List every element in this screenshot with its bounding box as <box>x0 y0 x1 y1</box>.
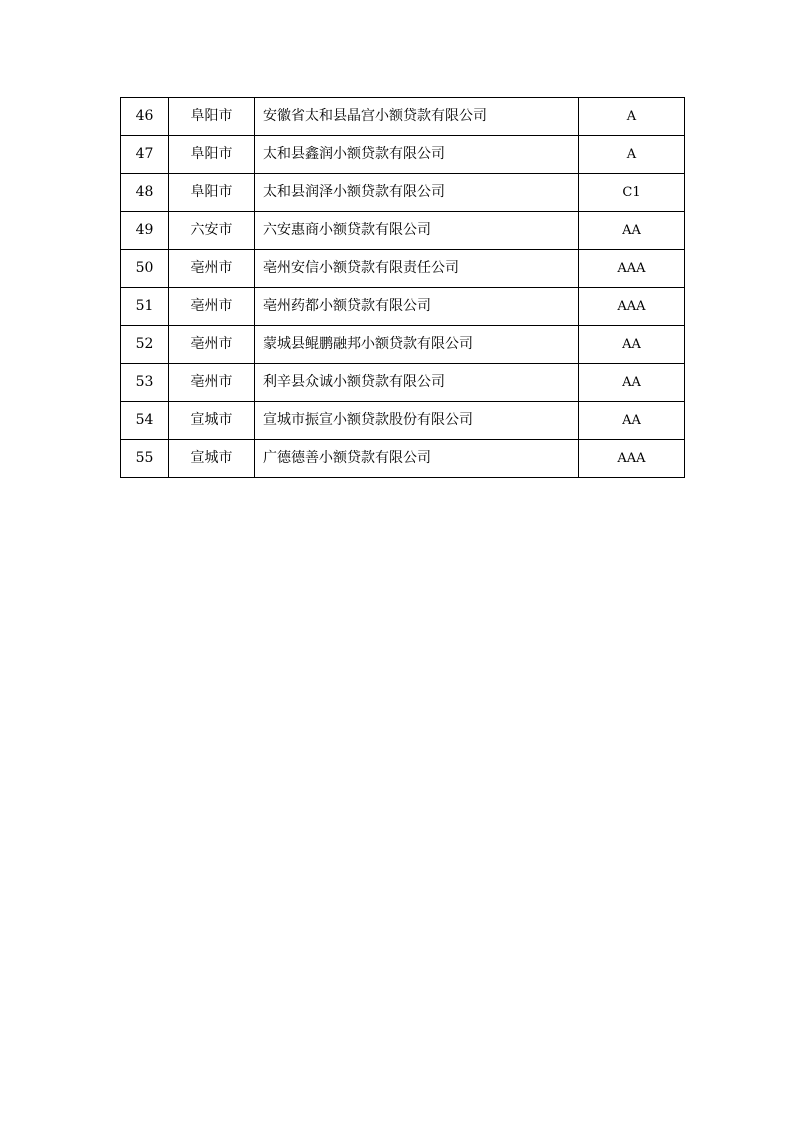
row-number: 48 <box>121 174 169 212</box>
city-cell: 阜阳市 <box>169 98 255 136</box>
table-row <box>121 364 685 402</box>
row-number: 49 <box>121 212 169 250</box>
table-row <box>121 288 685 326</box>
table-row <box>121 136 685 174</box>
company-name-cell: 太和县鑫润小额贷款有限公司 <box>255 136 579 174</box>
table-row <box>121 402 685 440</box>
row-number: 52 <box>121 326 169 364</box>
row-number: 53 <box>121 364 169 402</box>
rating-cell: AA <box>579 402 685 440</box>
company-rating-table <box>120 97 685 478</box>
company-name-cell: 蒙城县鲲鹏融邦小额贷款有限公司 <box>255 326 579 364</box>
table-row <box>121 98 685 136</box>
rating-cell: A <box>579 98 685 136</box>
city-cell: 宣城市 <box>169 440 255 478</box>
city-cell: 阜阳市 <box>169 174 255 212</box>
company-name-cell: 宣城市振宣小额贷款股份有限公司 <box>255 402 579 440</box>
rating-cell: AA <box>579 364 685 402</box>
company-name-cell: 亳州药都小额贷款有限公司 <box>255 288 579 326</box>
city-cell: 亳州市 <box>169 250 255 288</box>
company-name-cell: 亳州安信小额贷款有限责任公司 <box>255 250 579 288</box>
row-number: 51 <box>121 288 169 326</box>
row-number: 47 <box>121 136 169 174</box>
table-row <box>121 440 685 478</box>
company-name-cell: 广德德善小额贷款有限公司 <box>255 440 579 478</box>
table-row <box>121 212 685 250</box>
company-name-cell: 利辛县众诚小额贷款有限公司 <box>255 364 579 402</box>
city-cell: 亳州市 <box>169 288 255 326</box>
table-row <box>121 326 685 364</box>
rating-cell: C1 <box>579 174 685 212</box>
row-number: 55 <box>121 440 169 478</box>
company-name-cell: 太和县润泽小额贷款有限公司 <box>255 174 579 212</box>
company-name-cell: 六安惠商小额贷款有限公司 <box>255 212 579 250</box>
city-cell: 宣城市 <box>169 402 255 440</box>
rating-cell: AAA <box>579 250 685 288</box>
city-cell: 亳州市 <box>169 364 255 402</box>
city-cell: 阜阳市 <box>169 136 255 174</box>
city-cell: 六安市 <box>169 212 255 250</box>
rating-cell: A <box>579 136 685 174</box>
table-row <box>121 174 685 212</box>
company-name-cell: 安徽省太和县晶宫小额贷款有限公司 <box>255 98 579 136</box>
table-row <box>121 250 685 288</box>
rating-cell: AAA <box>579 288 685 326</box>
row-number: 50 <box>121 250 169 288</box>
row-number: 54 <box>121 402 169 440</box>
row-number: 46 <box>121 98 169 136</box>
city-cell: 亳州市 <box>169 326 255 364</box>
rating-cell: AA <box>579 326 685 364</box>
rating-cell: AA <box>579 212 685 250</box>
rating-cell: AAA <box>579 440 685 478</box>
